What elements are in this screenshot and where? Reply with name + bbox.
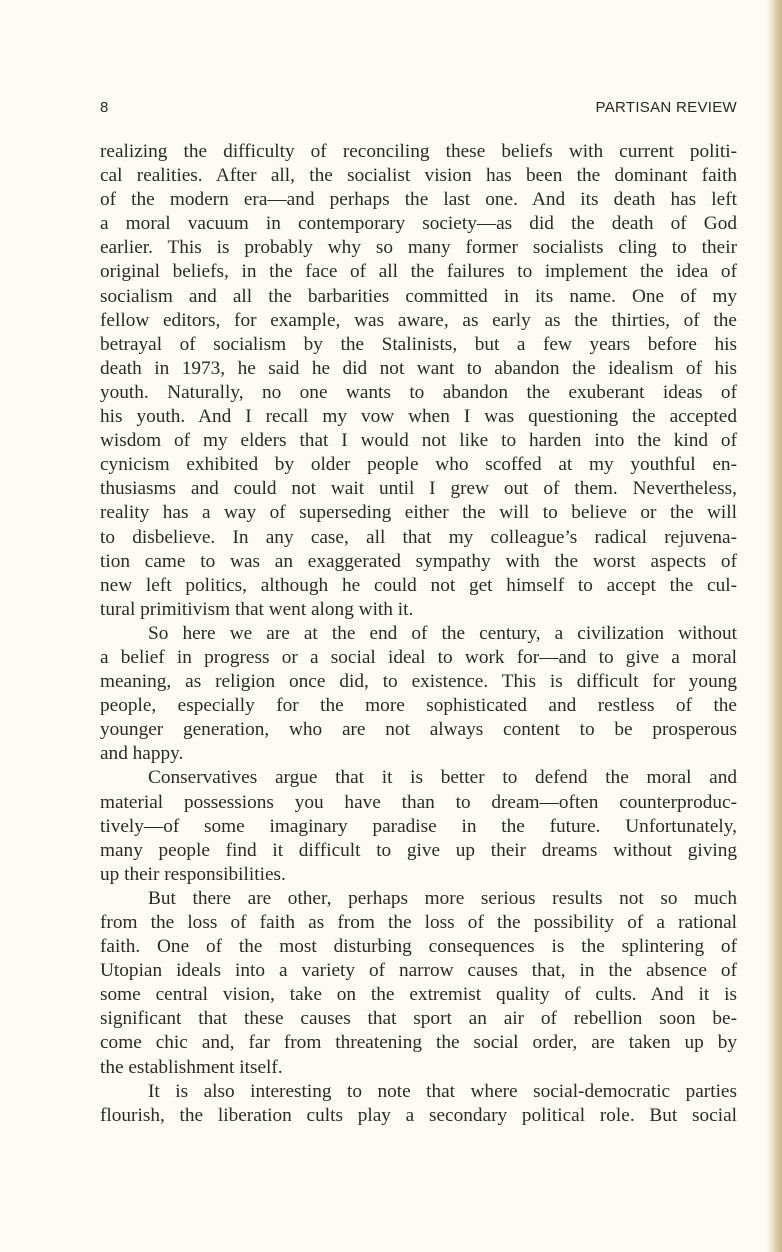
text-line: new left politics, although he could not get himself to accept the cul- — [100, 574, 737, 596]
text-line: tural primitivism that went along with it. — [100, 598, 414, 620]
text-line: come chic and, far from threatening the social order, are taken up by — [100, 1032, 737, 1054]
text-line: Utopian ideals into a variety of narrow causes that, in the absence of — [100, 960, 737, 982]
paragraph-5 — [100, 1080, 737, 1128]
text-line: a moral vacuum in contemporary society—as did the death of God — [100, 213, 737, 235]
text-line: people, especially for the more sophisticated and restless of the — [100, 695, 737, 717]
text-line: the establishment itself. — [100, 1056, 283, 1078]
paragraph-2 — [100, 622, 737, 767]
text-line: up their responsibilities. — [100, 863, 286, 885]
text-line: socialism and all the barbarities committed in its name. One of my — [100, 285, 737, 307]
text-line: It is also interesting to note that where social-democratic parties — [148, 1080, 737, 1102]
text-line: youth. Naturally, no one wants to abandon the exuberant ideas of — [100, 381, 737, 403]
text-line: many people find it difficult to give up their dreams without giving — [100, 839, 737, 861]
text-line: So here we are at the end of the century, a civilization without — [148, 622, 737, 644]
journal-title: PARTISAN REVIEW — [595, 99, 737, 116]
text-line: to disbelieve. In any case, all that my colleague’s radical rejuvena- — [100, 526, 737, 548]
text-line: tion came to was an exaggerated sympathy with the worst aspects of — [100, 550, 737, 572]
page-edge-shadow — [766, 0, 782, 1252]
text-line: realizing the difficulty of reconciling these beliefs with current politi- — [100, 141, 737, 162]
running-head — [100, 99, 737, 119]
text-line: younger generation, who are not always content to be prosperous — [100, 719, 737, 741]
text-line: earlier. This is probably why so many former socialists cling to their — [100, 237, 737, 259]
page-number: 8 — [100, 99, 109, 116]
text-line: faith. One of the most disturbing consequences is the splintering of — [100, 936, 737, 958]
text-line: his youth. And I recall my vow when I was questioning the accepted — [100, 406, 737, 428]
text-line: wisdom of my elders that I would not like to harden into the kind of — [100, 430, 737, 452]
text-line: fellow editors, for example, was aware, as early as the thirties, of the — [100, 309, 737, 331]
text-line: thusiasms and could not wait until I grew out of them. Nevertheless, — [100, 478, 737, 500]
text-line: a belief in progress or a social ideal to work for—and to give a moral — [100, 646, 737, 668]
text-line: significant that these causes that sport an air of rebellion soon be- — [100, 1008, 737, 1030]
text-line: death in 1973, he said he did not want to abandon the idealism of his — [100, 357, 737, 379]
text-line: reality has a way of superseding either the will to believe or the will — [100, 502, 737, 524]
body-text — [100, 140, 737, 1128]
paragraph-3 — [100, 766, 737, 886]
text-line: of the modern era—and perhaps the last one. And its death has left — [100, 189, 737, 211]
text-line: cal realities. After all, the socialist vision has been the dominant faith — [100, 165, 737, 187]
paragraph-1 — [100, 140, 737, 622]
text-line: material possessions you have than to dream—often counterproduc- — [100, 791, 737, 813]
text-line: But there are other, perhaps more serious results not so much — [148, 887, 737, 909]
text-line: from the loss of faith as from the loss of the possibility of a rational — [100, 912, 737, 933]
paragraph-4 — [100, 887, 737, 1080]
text-line: original beliefs, in the face of all the failures to implement the idea of — [100, 261, 737, 283]
text-line: flourish, the liberation cults play a secondary political role. But social — [100, 1104, 737, 1126]
text-line: betrayal of socialism by the Stalinists, but a few years before his — [100, 333, 737, 355]
text-line: meaning, as religion once did, to existence. This is difficult for young — [100, 671, 737, 693]
text-line: cynicism exhibited by older people who scoffed at my youthful en- — [100, 454, 737, 476]
text-line: tively—of some imaginary paradise in the future. Unfortunately, — [100, 815, 737, 837]
text-line: and happy. — [100, 743, 184, 765]
text-line: Conservatives argue that it is better to defend the moral and — [148, 767, 737, 789]
text-line: some central vision, take on the extremist quality of cults. And it is — [100, 984, 737, 1006]
